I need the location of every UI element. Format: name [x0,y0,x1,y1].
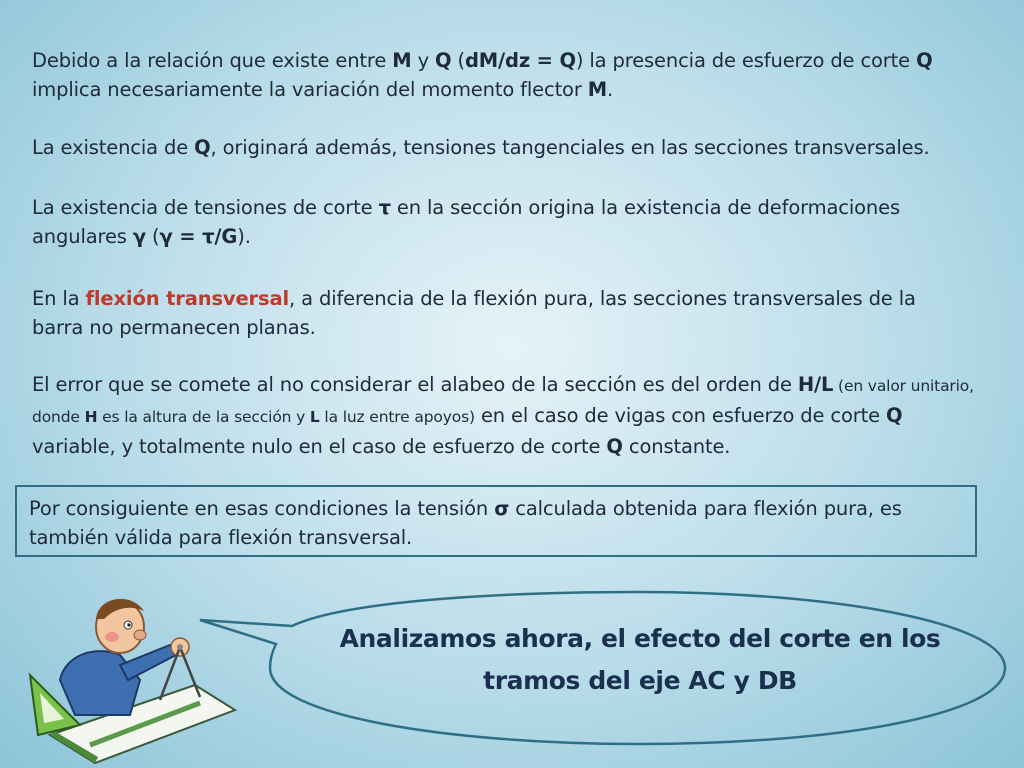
callout-text [310,618,970,702]
person-pupil [127,623,130,626]
callout-line-1: Analizamos ahora, el efecto del corte en los [339,624,941,653]
text: ). [237,225,251,248]
text: La existencia de [32,136,195,159]
symbol-q: Q [194,136,211,159]
symbol-h: H [84,408,98,426]
text: variable, y totalmente nulo en el caso de esfuerzo de corte [32,435,607,458]
text: . [607,78,614,101]
text: Debido a la relación que existe entre [32,49,393,72]
note-text: es la altura de la sección y [97,408,310,426]
person-nose [134,630,146,640]
formula-gamma: γ = τ/G [159,225,238,248]
text: ( [146,225,160,248]
note-text: la luz entre apoyos) [319,408,475,426]
text: constante. [622,435,731,458]
person-cheek [105,632,119,642]
text: calculada obtenida para flexión pura, es también válida para flexión transversal. [29,497,902,549]
text: en el caso de vigas con esfuerzo de corte [474,404,887,427]
text: y [411,49,436,72]
callout-line-2: tramos del eje AC y DB [483,666,797,695]
symbol-q: Q [606,435,623,458]
highlight-transverse-bending: flexión transversal [85,287,290,310]
text: , a diferencia de la flexión pura, las secciones transversales de la barra no permanecen planas. [32,287,916,339]
text: El error que se comete al no considerar el alabeo de la sección es del orden de [32,373,798,396]
symbol-l: L [309,408,320,426]
symbol-q: Q [886,404,903,427]
text: Por consiguiente en esas condiciones la tensión [29,497,495,520]
formula-dm-dz: dM/dz = Q [464,49,576,72]
ratio-h-l: H/L [797,373,834,396]
engineer-drawing-illustration [20,585,270,765]
text: en la sección origina la existencia de deformaciones angulares [32,196,900,248]
text: ) la presencia de esfuerzo de corte [575,49,917,72]
symbol-sigma: σ [494,497,510,520]
symbol-m: M [392,49,412,72]
note-text: (en valor unitario, donde [32,377,974,426]
compass-icon [177,644,183,650]
text: ( [451,49,465,72]
text: La existencia de tensiones de corte [32,196,379,219]
symbol-tau: τ [378,196,391,219]
text: En la [32,287,86,310]
symbol-m: M [587,78,608,101]
symbol-q: Q [916,49,933,72]
symbol-q: Q [435,49,452,72]
text: implica necesariamente la variación del momento flector [32,78,588,101]
symbol-gamma: γ [132,225,146,248]
text: , originará además, tensiones tangenciales en las secciones transversales. [210,136,930,159]
